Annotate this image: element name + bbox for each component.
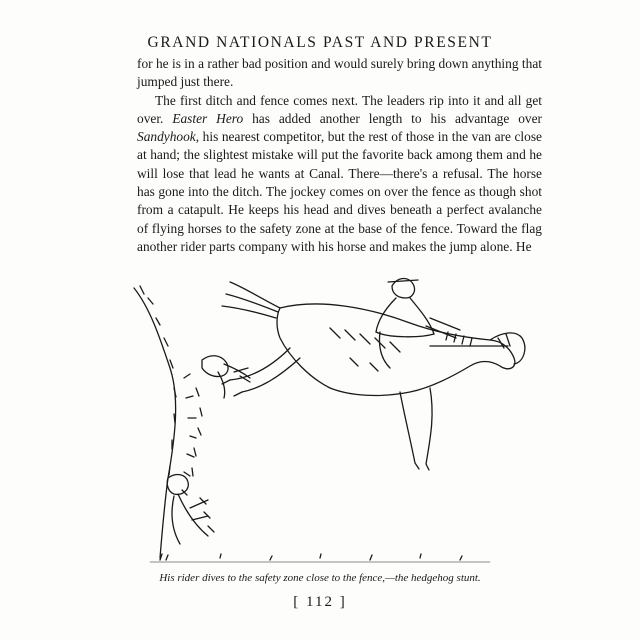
figure-caption: His rider dives to the safety zone close to the fence,—the hedgehog stunt. bbox=[159, 572, 481, 584]
jumping-horse-drawing bbox=[222, 282, 525, 470]
ground-grass-drawing bbox=[150, 554, 490, 562]
paragraph-2-text-a: The first ditch and fence comes next. The leaders rip into it and all get over. bbox=[137, 92, 542, 126]
body-text bbox=[137, 55, 542, 256]
hedge-fence-drawing bbox=[134, 286, 202, 558]
horse-jump-illustration bbox=[130, 268, 545, 568]
page-number: [ 112 ] bbox=[293, 594, 347, 610]
paragraph-1-text: for he is in a rather bad position and would surely bring down anything that jumped just there. bbox=[137, 56, 542, 90]
running-head: GRAND NATIONALS PAST AND PRESENT bbox=[147, 34, 493, 51]
illustration bbox=[130, 268, 545, 568]
horse-name-sandyhook: Sandyhook, bbox=[137, 129, 200, 145]
paragraph-1 bbox=[137, 55, 542, 92]
jockey-drawing bbox=[376, 279, 460, 369]
horse-name-easter-hero: Easter Hero bbox=[172, 110, 244, 126]
paragraph-2-text-b: has added another length to his advantage over bbox=[243, 110, 542, 126]
crouching-figure-drawing bbox=[167, 475, 214, 544]
paragraph-2-text-c: his nearest competitor, but the rest of those in the van are close at hand; the slightest mistake will put the favorite back among them and he will lose that lead he wants at Canal. There—there's a refusal. The horse has gone into the ditch. The jockey comes on over the fence as though shot from a catapult. He keeps his head and dives beneath a perfect avalanche of flying horses to the safety zone at the base of the fence. Toward the flag another rider parts company with his horse and makes the jump alone. He bbox=[137, 129, 542, 254]
paragraph-2 bbox=[137, 92, 542, 257]
